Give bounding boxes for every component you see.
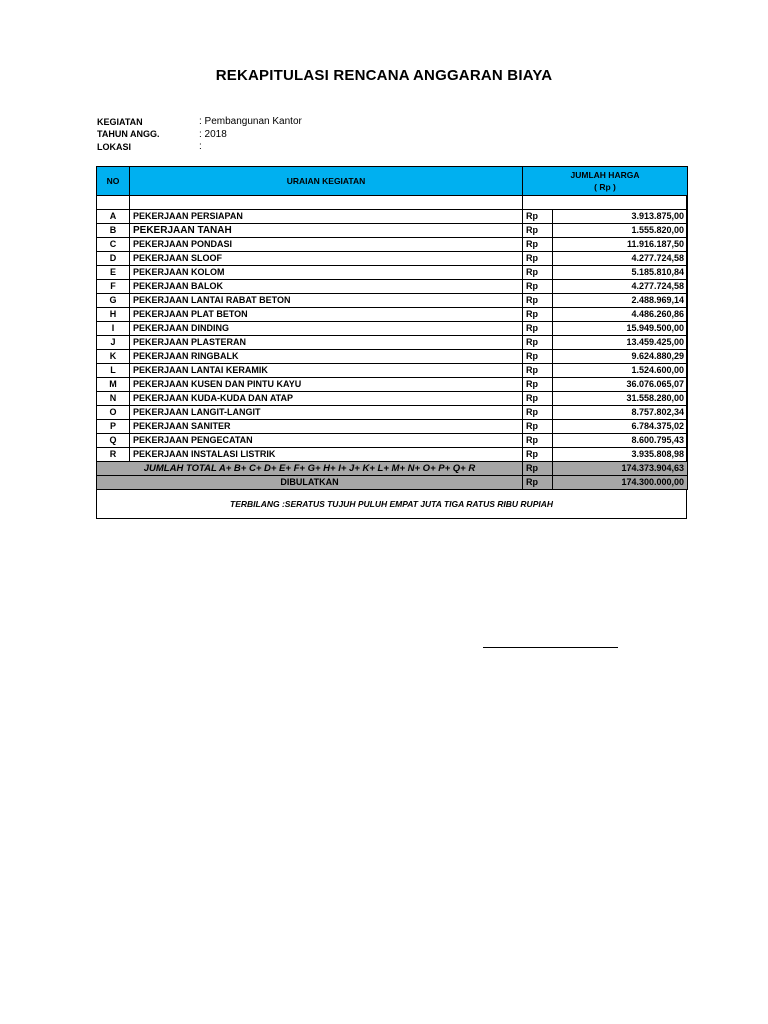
row-amount: 4.486.260,86 (553, 308, 688, 322)
row-rp: Rp (523, 420, 553, 434)
table-header-row (97, 167, 688, 196)
row-no: J (97, 336, 130, 350)
row-amount: 3.935.808,98 (553, 448, 688, 462)
table-row (97, 420, 688, 434)
row-amount: 2.488.969,14 (553, 294, 688, 308)
table-row (97, 350, 688, 364)
spacer-row (97, 196, 688, 210)
col-jumlah-header-line2: ( Rp ) (594, 182, 616, 192)
table-row (97, 448, 688, 462)
total-rp: Rp (523, 462, 553, 476)
row-amount: 31.558.280,00 (553, 392, 688, 406)
row-rp: Rp (523, 448, 553, 462)
row-amount: 15.949.500,00 (553, 322, 688, 336)
row-uraian: PEKERJAAN LANTAI KERAMIK (130, 364, 523, 378)
row-uraian: PEKERJAAN LANTAI RABAT BETON (130, 294, 523, 308)
row-rp: Rp (523, 252, 553, 266)
row-uraian: PEKERJAAN KUDA-KUDA DAN ATAP (130, 392, 523, 406)
row-amount: 8.757.802,34 (553, 406, 688, 420)
table-row (97, 252, 688, 266)
row-no: Q (97, 434, 130, 448)
row-uraian: PEKERJAAN PENGECATAN (130, 434, 523, 448)
row-no: E (97, 266, 130, 280)
table-row (97, 210, 688, 224)
row-amount: 1.524.600,00 (553, 364, 688, 378)
lokasi-label: LOKASI (97, 142, 132, 152)
row-amount: 36.076.065,07 (553, 378, 688, 392)
row-uraian: PEKERJAAN PLASTERAN (130, 336, 523, 350)
row-no: D (97, 252, 130, 266)
row-rp: Rp (523, 336, 553, 350)
total-amount: 174.373.904,63 (553, 462, 688, 476)
table-row (97, 336, 688, 350)
row-amount: 8.600.795,43 (553, 434, 688, 448)
table-row (97, 322, 688, 336)
row-no: L (97, 364, 130, 378)
row-no: B (97, 224, 130, 238)
row-amount: 11.916.187,50 (553, 238, 688, 252)
row-uraian: PEKERJAAN PERSIAPAN (130, 210, 523, 224)
row-no: M (97, 378, 130, 392)
terbilang-text: TERBILANG :SERATUS TUJUH PULUH EMPAT JUTA TIGA RATUS RIBU RUPIAH (230, 499, 553, 509)
table-row (97, 434, 688, 448)
row-amount: 6.784.375,02 (553, 420, 688, 434)
table-row (97, 238, 688, 252)
row-no: O (97, 406, 130, 420)
row-uraian: PEKERJAAN PONDASI (130, 238, 523, 252)
row-rp: Rp (523, 378, 553, 392)
row-no: C (97, 238, 130, 252)
row-uraian: PEKERJAAN KUSEN DAN PINTU KAYU (130, 378, 523, 392)
row-rp: Rp (523, 294, 553, 308)
row-uraian: PEKERJAAN TANAH (130, 224, 523, 238)
tahun-value: : 2018 (199, 129, 227, 140)
row-amount: 13.459.425,00 (553, 336, 688, 350)
col-uraian-header: URAIAN KEGIATAN (130, 167, 523, 196)
row-no: I (97, 322, 130, 336)
table-row (97, 406, 688, 420)
row-no: F (97, 280, 130, 294)
table-row (97, 266, 688, 280)
table-row (97, 224, 688, 238)
table-row (97, 378, 688, 392)
row-uraian: PEKERJAAN PLAT BETON (130, 308, 523, 322)
tahun-label: TAHUN ANGG. (97, 129, 160, 139)
table-row (97, 308, 688, 322)
table-row (97, 280, 688, 294)
row-rp: Rp (523, 364, 553, 378)
lokasi-value: : (199, 141, 202, 152)
total-label: JUMLAH TOTAL A+ B+ C+ D+ E+ F+ G+ H+ I+ J+ K+ L+ M+ N+ O+ P+ Q+ R (97, 462, 523, 476)
row-rp: Rp (523, 406, 553, 420)
row-uraian: PEKERJAAN LANGIT-LANGIT (130, 406, 523, 420)
table-row (97, 364, 688, 378)
dibulatkan-rp: Rp (523, 476, 553, 490)
signature-line (483, 647, 618, 648)
row-rp: Rp (523, 392, 553, 406)
row-amount: 4.277.724,58 (553, 280, 688, 294)
row-uraian: PEKERJAAN BALOK (130, 280, 523, 294)
row-rp: Rp (523, 210, 553, 224)
row-amount: 1.555.820,00 (553, 224, 688, 238)
dibulatkan-label: DIBULATKAN (97, 476, 523, 490)
row-uraian: PEKERJAAN RINGBALK (130, 350, 523, 364)
row-no: K (97, 350, 130, 364)
row-uraian: PEKERJAAN DINDING (130, 322, 523, 336)
row-no: A (97, 210, 130, 224)
row-uraian: PEKERJAAN INSTALASI LISTRIK (130, 448, 523, 462)
row-uraian: PEKERJAAN SLOOF (130, 252, 523, 266)
row-rp: Rp (523, 266, 553, 280)
budget-table (96, 166, 688, 490)
row-no: G (97, 294, 130, 308)
dibulatkan-row (97, 476, 688, 490)
row-no: H (97, 308, 130, 322)
col-jumlah-header (523, 167, 688, 196)
row-rp: Rp (523, 308, 553, 322)
row-rp: Rp (523, 322, 553, 336)
kegiatan-value: : Pembangunan Kantor (199, 116, 302, 127)
row-rp: Rp (523, 224, 553, 238)
col-no-header: NO (97, 167, 130, 196)
row-uraian: PEKERJAAN SANITER (130, 420, 523, 434)
dibulatkan-amount: 174.300.000,00 (553, 476, 688, 490)
kegiatan-label: KEGIATAN (97, 117, 143, 127)
page-title: REKAPITULASI RENCANA ANGGARAN BIAYA (215, 67, 553, 84)
table-row (97, 392, 688, 406)
row-rp: Rp (523, 280, 553, 294)
row-amount: 9.624.880,29 (553, 350, 688, 364)
col-jumlah-header-line1: JUMLAH HARGA (570, 170, 640, 180)
row-amount: 4.277.724,58 (553, 252, 688, 266)
row-amount: 5.185.810,84 (553, 266, 688, 280)
row-no: R (97, 448, 130, 462)
row-rp: Rp (523, 434, 553, 448)
row-amount: 3.913.875,00 (553, 210, 688, 224)
row-rp: Rp (523, 350, 553, 364)
row-no: P (97, 420, 130, 434)
total-row (97, 462, 688, 476)
row-rp: Rp (523, 238, 553, 252)
row-uraian: PEKERJAAN KOLOM (130, 266, 523, 280)
table-row (97, 294, 688, 308)
row-no: N (97, 392, 130, 406)
